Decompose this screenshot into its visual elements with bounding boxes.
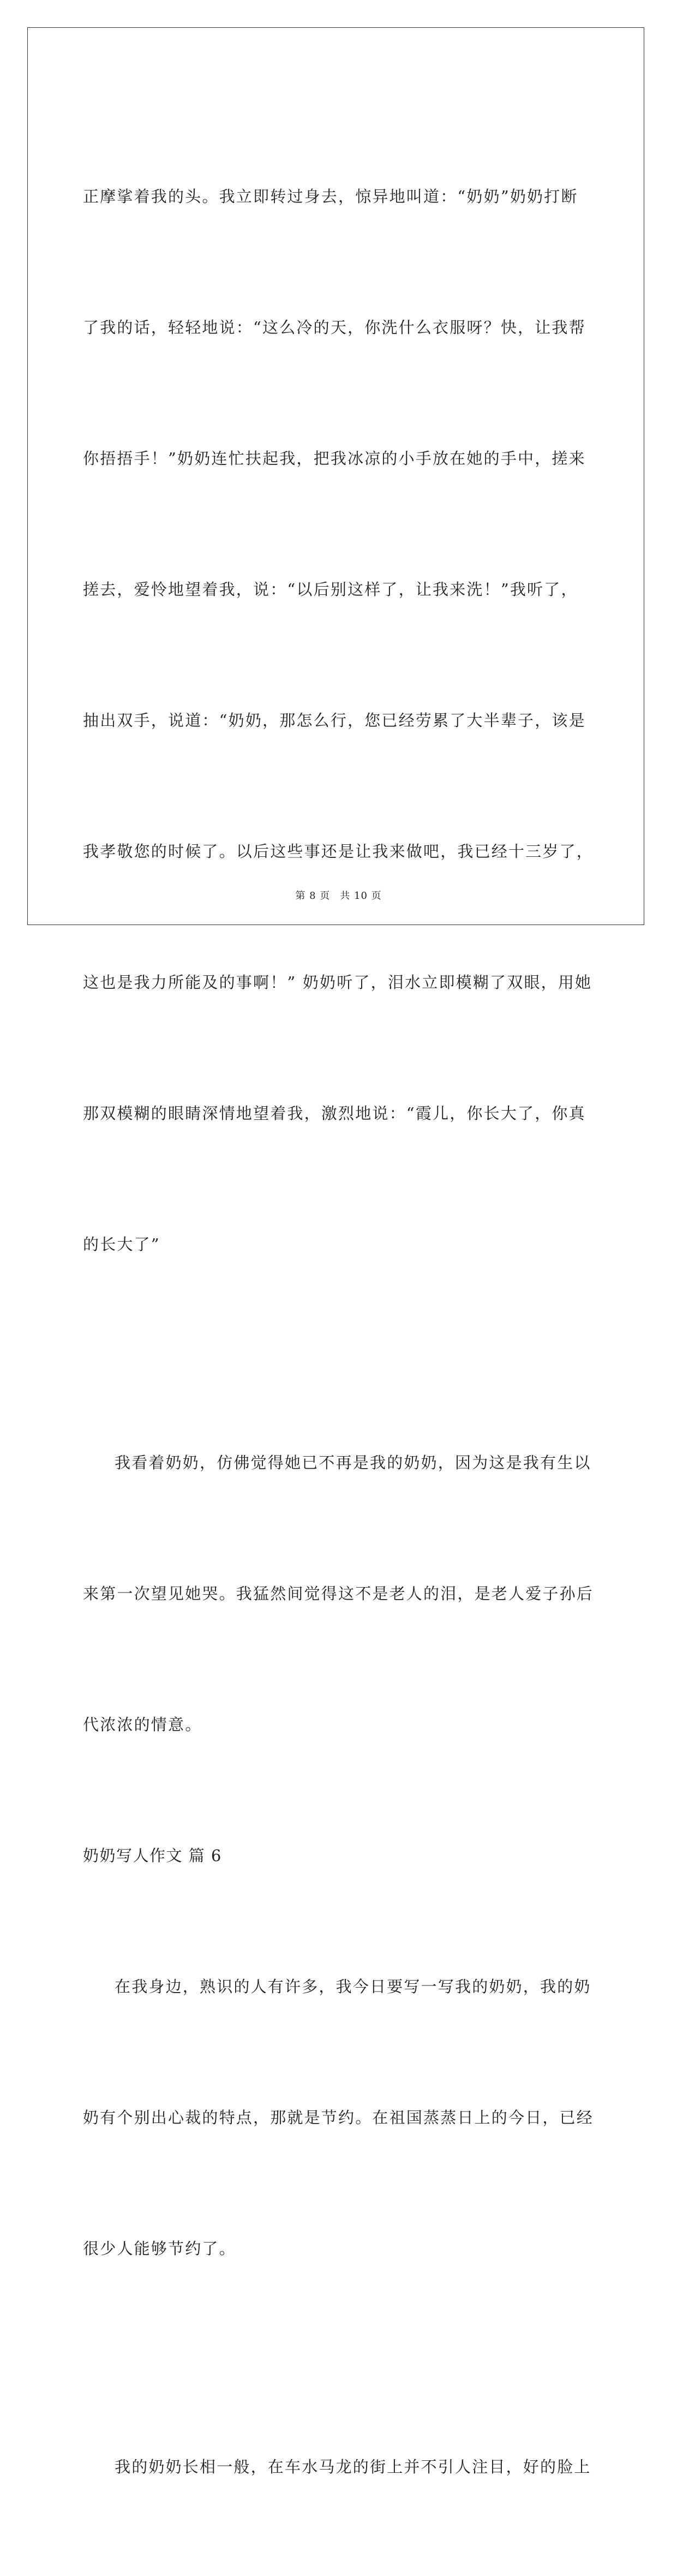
paragraph-line: 在我身边，熟识的人有许多，我今日要写一写我的奶奶，我的奶: [115, 1977, 591, 1996]
page-number-total: 共 10 页: [340, 890, 382, 902]
page-number-current: 第 8 页: [295, 890, 331, 902]
paragraph-line: 那双模糊的眼睛深情地望着我，激烈地说：“霞儿，你长大了，你真: [83, 1104, 586, 1123]
paragraph-line: 正摩挲着我的头。我立即转过身去，惊异地叫道：“奶奶”奶奶打断: [83, 187, 578, 206]
paragraph-line: 这也是我力所能及的事啊！” 奶奶听了，泪水立即模糊了双眼，用她: [83, 973, 592, 992]
paragraph-line: 你捂捂手！”奶奶连忙扶起我，把我冰凉的小手放在她的手中，搓来: [83, 449, 586, 468]
page-footer: [0, 888, 677, 902]
paragraph-line: 的长大了”: [83, 1235, 160, 1254]
paragraph-line: 我看着奶奶，仿佛觉得她已不再是我的奶奶，因为这是我有生以: [115, 1453, 591, 1472]
paragraph-4: [83, 2358, 596, 2576]
paragraph-line: 很少人能够节约了。: [83, 2239, 236, 2258]
paragraph-line: 我孝敬您的时候了。以后这些事还是让我来做吧，我已经十三岁了，: [83, 842, 594, 861]
paragraph-line: 了我的话，轻轻地说：“这么冷的天，你洗什么衣服呀？快，让我帮: [83, 318, 586, 337]
paragraph-2: [83, 1353, 596, 1834]
paragraph-line: 抽出双手，说道：“奶奶，那怎么行，您已经劳累了大半辈子，该是: [83, 711, 586, 730]
paragraph-line: 奶有个别出心裁的特点，那就是节约。在祖国蒸蒸日上的今日，已经: [83, 2108, 594, 2127]
section-heading: 奶奶写人作文 篇 6: [83, 1846, 222, 1865]
paragraph-1: [83, 87, 596, 1353]
paragraph-line: 来第一次望见她哭。我猛然间觉得这不是老人的泪，是老人爱子孙后: [83, 1584, 594, 1603]
paragraph-3: [83, 1877, 596, 2358]
paragraph-line: 我的奶奶长相一般，在车水马龙的街上并不引人注目，好的脸上: [115, 2458, 591, 2476]
paragraph-line: 代浓浓的情意。: [83, 1715, 202, 1734]
paragraph-line: 搓去，爱怜地望着我，说：“以后别这样了，让我来洗！”我听了，: [83, 580, 578, 599]
document-body: [83, 87, 596, 2576]
